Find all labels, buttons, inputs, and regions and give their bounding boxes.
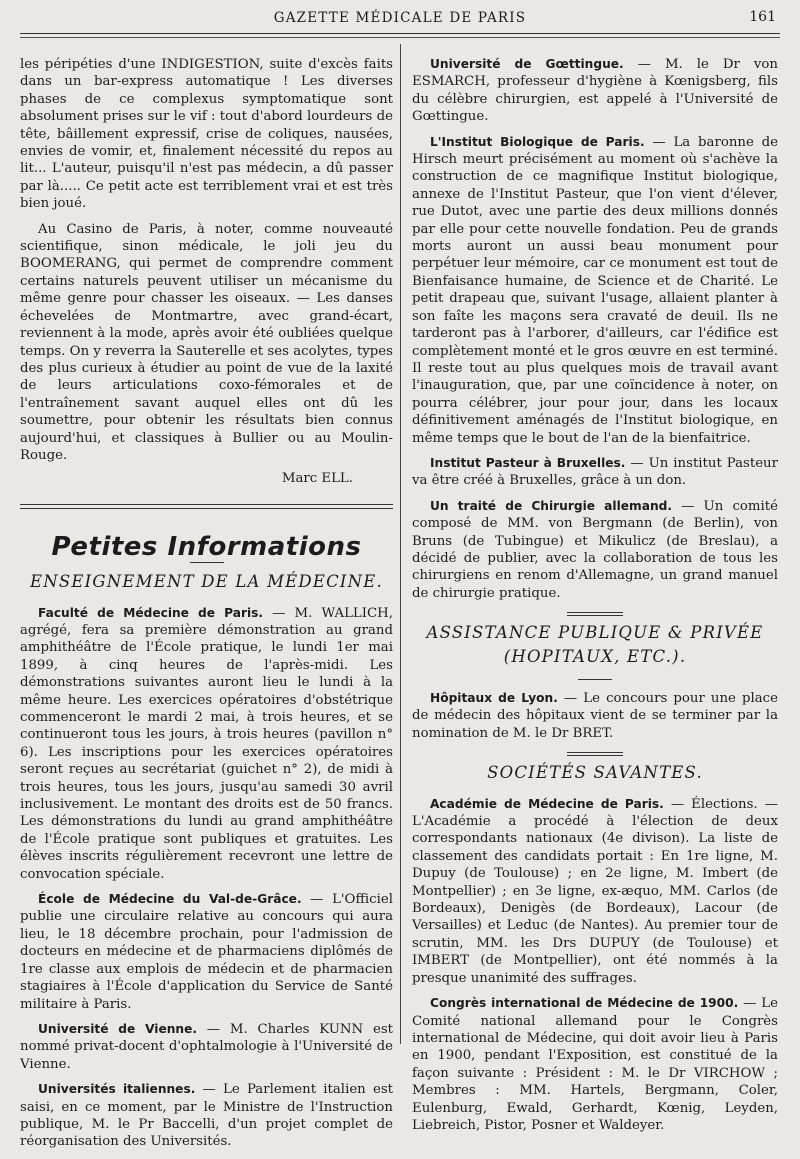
article-heading: École de Médecine du Val-de-Grâce. <box>38 892 302 907</box>
article-heading: L'Institut Biologique de Paris. <box>430 134 645 149</box>
header-rule <box>20 33 780 34</box>
paragraph-casino: Au Casino de Paris, à noter, comme nouveauté scientifique, sinon médicale, le joli jeu du BOOMERANG, qui permet de comprendre comment certains naturels peuvent utiliser un mécanisme du même genre pour chasser les oiseaux. — Les danses échevelées de Montmartre, avec grand-écart, reviennent à la mode, après avoir été oubliées quelque temps. On y reverra la Sauterelle et ses acolytes, types des plus curieux à étudier au point de vue de la laxité de leurs articulations coxo-fémorales et de l'entraînement savant auquel elles ont dû les soumettre, pour obtenir les résultats bien connus aujourd'hui, et classiques à Bullier ou au Moulin-Rouge. <box>20 221 393 463</box>
article-heading: Institut Pasteur à Bruxelles. <box>430 455 626 470</box>
article-heading: Un traité de Chirurgie allemand. <box>430 498 672 513</box>
article-academie <box>412 796 778 987</box>
article-italiennes <box>20 1081 393 1151</box>
section-rule <box>20 504 393 509</box>
article-lyon <box>412 690 778 742</box>
article-body: — Le concours pour une place de médecin des hôpitaux vient de se terminer par la nomination de M. le Dr BRET. <box>412 691 778 741</box>
article-body: — Le Comité national allemand pour le Congrès international de Médecine, qui doit avoir lieu à Paris en 1900, pendant l'Exposition, est constitué de la façon suivante : Président : M. le Dr VIRCHOW ; Membres : MM. Hartels, Bergmann, Coler, Eulenburg, Ewald, Gerhardt, Kœnig, Leyden, Liebreich, Pistor, Posner et Waldeyer. <box>412 996 778 1133</box>
section-heading-assistance: ASSISTANCE PUBLIQUE & PRIVÉE <box>426 623 764 643</box>
article-body: — L'Officiel publie une circulaire relative au concours qui aura lieu, le 18 décembre prochain, pour l'admission de docteurs en médecine et de pharmaciens diplômés de 1re classe aux emplois de médecin et de pharmacien stagiaires à l'École d'application du Service de Santé militaire à Paris. <box>20 892 393 1012</box>
ornament-rule <box>567 612 623 616</box>
article-heading: Université de Vienne. <box>38 1021 197 1036</box>
section-heading-enseignement: ENSEIGNEMENT DE LA MÉDECINE. <box>30 572 383 592</box>
right-column <box>412 56 778 1142</box>
signature: Marc ELL. <box>281 471 353 487</box>
article-heading: Hôpitaux de Lyon. <box>430 691 558 705</box>
section-big-title: Petites Informations <box>51 531 362 562</box>
journal-title: GAZETTE MÉDICALE DE PARIS <box>273 10 527 26</box>
paragraph-indigestion: les péripéties d'une INDIGESTION, suite d'excès faits dans un bar-express automatique ! Les diverses phases de ce complexus symptomatique sont absolument prises sur le vif : tout d'abord lourdeurs de tête, bâillement expressif, crise de coliques, nausées, envies de vomir, et, finalement nécessité du repos au lit... L'auteur, puisqu'il n'est pas médecin, a dû passer par là..... Ce petit acte est terriblement vrai et est très bien joué. <box>20 57 393 212</box>
page-header <box>20 6 780 28</box>
article-body: — Un comité composé de MM. von Bergmann (de Berlin), von Bruns (de Tubingue) et Mikulicz (de Breslau), a décidé de publier, avec la collaboration de tous les chirurgiens en renom d'Allemagne, un grand manuel de chirurgie pratique. <box>412 498 778 601</box>
short-rule <box>190 562 224 563</box>
article-heading: Académie de Médecine de Paris. <box>430 796 664 811</box>
article-body: — La baronne de Hirsch meurt précisément au moment où s'achève la construction de ce magnifique Institut biologique, annexe de l'Institut Pasteur, que l'on vient d'élever, rue Dutot, avec une partie des deux millions donnés par elle pour cette nouvelle fondation. Peu de grands morts auront un aussi beau monument pour perpétuer leur mémoire, car ce monument est tout de Bienfaisance humaine, de Science et de Charité. Le petit drapeau que, suivant l'usage, allaient planter à son faîte les maçons sera cravaté de deuil. Ils ne tarderont pas à l'arborer, d'ailleurs, car l'édifice est complètement monté et le gros œuvre en est terminé. Il reste tout au plus quelques mois de travail avant l'inauguration, que, par une coïncidence à noter, on pourra célébrer, jour pour jour, dans les locaux définitivement aménagés de l'Institut biologique, en même temps que le bout de l'an de la bienfaitrice. <box>412 134 779 446</box>
article-congres <box>412 995 778 1134</box>
article-heading: Universités italiennes. <box>38 1082 196 1097</box>
article-bruxelles <box>412 455 778 490</box>
section-heading-societes: SOCIÉTÉS SAVANTES. <box>487 763 703 783</box>
header-rule-2 <box>20 37 780 38</box>
short-rule <box>578 679 612 680</box>
article-body: — M. le Dr von ESMARCH, professeur d'hygiène à Kœnigsberg, fils du célèbre chirurgien, est appelé à l'Université de Gœttingue. <box>412 57 778 125</box>
column-divider <box>400 44 401 1044</box>
left-column <box>20 56 393 1159</box>
article-heading: Congrès international de Médecine de 1900. <box>430 996 739 1011</box>
article-body: — M. WALLICH, agrégé, fera sa première démonstration au grand amphithéâtre de l'École pratique, le lundi 1er mai 1899, à cinq heures de l'après-midi. Les démonstrations suivantes auront lieu le lundi à la même heure. Les exercices opératoires d'obstétrique commenceront le mardi 2 mai, à trois heures, et se continueront tous les jours, à trois heures (pavillon n° 6). Les inscriptions pour les exercices opératoires seront reçues au secrétariat (guichet n° 2), de midi à trois heures, tous les jours, jusqu'au samedi 30 avril inclusivement. Le montant des droits est de 50 francs. Les démonstrations du lundi au grand amphithéâtre de l'École pratique sont publiques et gratuites. Les élèves inscrits régulièrement recevront une lettre de convocation spéciale. <box>20 605 393 882</box>
article-heading: Faculté de Médecine de Paris. <box>38 605 264 620</box>
article-heading: Université de Gœttingue. <box>430 57 624 71</box>
section-heading-hopitaux: (HOPITAUX, ETC.). <box>503 646 687 666</box>
article-institut <box>412 134 778 447</box>
article-body: — Un institut Pasteur va être créé à Bruxelles, grâce à un don. <box>412 455 778 489</box>
article-faculte <box>20 605 393 884</box>
page-number: 161 <box>749 9 776 25</box>
ornament-rule <box>567 752 623 756</box>
article-traite <box>412 498 778 602</box>
article-goettingue <box>412 56 778 126</box>
article-body: — Élections. — L'Académie a procédé à l'élection de deux correspondants nationaux (4e divison). La liste de classement des candidats portait : En 1re ligne, M. Dupuy (de Toulouse) ; en 2e ligne, M. Imbert (de Montpellier) ; en 3e ligne, ex-æquo, MM. Carlos (de Bordeaux), Denigès (de Bordeaux), Lacour (de Versailles) et Leduc (de Nantes). Au premier tour de scrutin, MM. les Drs DUPUY (de Toulouse) et IMBERT (de Montpellier), ont été nommés à la presque unanimité des suffrages. <box>412 796 778 986</box>
article-vienne <box>20 1021 393 1073</box>
article-valdegrace <box>20 891 393 1013</box>
article-body: — M. Charles KUNN est nommé privat-docent d'ophtalmologie à l'Université de Vienne. <box>20 1021 393 1072</box>
article-body: — Le Parlement italien est saisi, en ce moment, par le Ministre de l'Instruction publique, M. le Pr Baccelli, d'un projet complet de réorganisation des Universités. <box>20 1082 393 1150</box>
